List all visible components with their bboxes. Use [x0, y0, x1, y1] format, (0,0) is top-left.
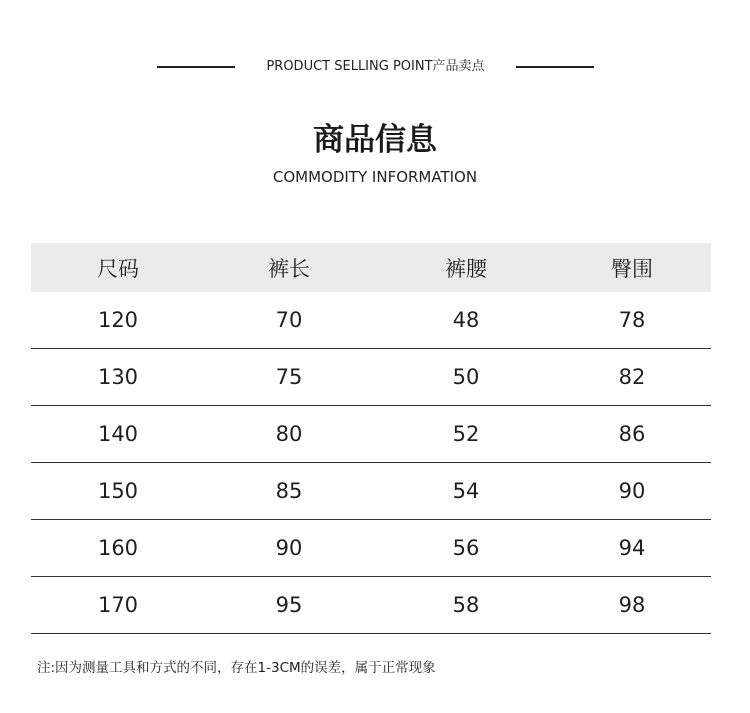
- table-header-row: [31, 243, 711, 292]
- header-pants-length: 裤长: [268, 256, 310, 281]
- size-cell: 170: [97, 593, 139, 617]
- hip-cell: 98: [618, 593, 646, 617]
- size-cell: 140: [97, 422, 139, 446]
- section-title: 商品信息: [313, 122, 437, 158]
- banner-right-divider: [516, 66, 594, 68]
- length-cell: 70: [275, 308, 303, 332]
- hip-cell: 78: [618, 308, 646, 332]
- hip-cell: 94: [618, 536, 646, 560]
- selling-point-banner: [0, 55, 750, 79]
- size-cell: 160: [97, 536, 139, 560]
- length-cell: 95: [275, 593, 303, 617]
- waist-cell: 56: [452, 536, 480, 560]
- hip-cell: 82: [618, 365, 646, 389]
- waist-cell: 50: [452, 365, 480, 389]
- hip-cell: 86: [618, 422, 646, 446]
- waist-cell: 48: [452, 308, 480, 332]
- header-hip: 臀围: [611, 256, 653, 281]
- size-table: [31, 243, 711, 634]
- length-cell: 85: [275, 479, 303, 503]
- size-cell: 120: [97, 308, 139, 332]
- header-size: 尺码: [97, 256, 139, 281]
- waist-cell: 58: [452, 593, 480, 617]
- banner-label: PRODUCT SELLING POINT产品卖点: [266, 59, 485, 74]
- section-subtitle: COMMODITY INFORMATION: [272, 168, 478, 186]
- banner-left-divider: [157, 66, 235, 68]
- table-row: [31, 577, 711, 634]
- hip-cell: 90: [618, 479, 646, 503]
- length-cell: 90: [275, 536, 303, 560]
- size-cell: 130: [97, 365, 139, 389]
- measurement-note: 注:因为测量工具和方式的不同，存在1-3CM的误差，属于正常现象: [37, 660, 436, 676]
- header-waist: 裤腰: [445, 256, 487, 281]
- waist-cell: 52: [452, 422, 480, 446]
- table-row: [31, 292, 711, 349]
- size-cell: 150: [97, 479, 139, 503]
- length-cell: 80: [275, 422, 303, 446]
- waist-cell: 54: [452, 479, 480, 503]
- table-row: [31, 349, 711, 406]
- table-row: [31, 520, 711, 577]
- table-row: [31, 406, 711, 463]
- table-row: [31, 463, 711, 520]
- length-cell: 75: [275, 365, 303, 389]
